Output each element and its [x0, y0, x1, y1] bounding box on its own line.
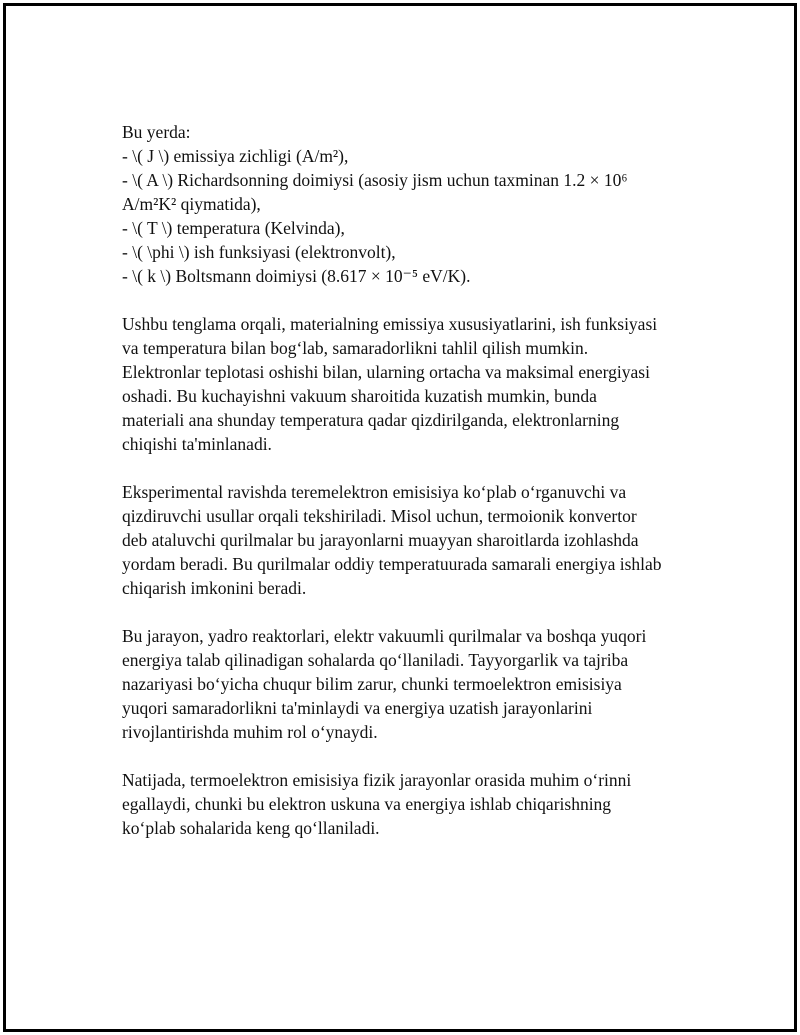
definition-line: - \( k \) Boltsmann doimiysi (8.617 × 10⁻⁵ eV/K).	[122, 266, 471, 286]
document-body	[122, 120, 712, 864]
paragraph-1	[122, 312, 712, 456]
paragraph-line: egallaydi, chunki bu elektron uskuna va energiya ishlab chiqarishning	[122, 794, 612, 814]
definition-line: A/m²K² qiymatida),	[122, 194, 261, 214]
paragraph-line: qizdiruvchi usullar orqali tekshiriladi. Misol uchun, termoionik konvertor	[122, 506, 637, 526]
paragraph-line: va temperatura bilan bog‘lab, samaradorlikni tahlil qilish mumkin.	[122, 338, 589, 358]
paragraph-line: energiya talab qilinadigan sohalarda qo‘llaniladi. Tayyorgarlik va tajriba	[122, 650, 629, 670]
paragraph-line: oshadi. Bu kuchayishni vakuum sharoitida kuzatish mumkin, bunda	[122, 386, 597, 406]
definition-line: - \( \phi \) ish funksiyasi (elektronvolt),	[122, 242, 396, 262]
paragraph-line: nazariyasi bo‘yicha chuqur bilim zarur, chunki termoelektron emisisiya	[122, 674, 622, 694]
paragraph-line: Bu jarayon, yadro reaktorlari, elektr vakuumli qurilmalar va boshqa yuqori	[122, 626, 647, 646]
definition-line: - \( T \) temperatura (Kelvinda),	[122, 218, 345, 238]
page-frame	[3, 3, 797, 1032]
paragraph-line: chiqarish imkonini beradi.	[122, 578, 307, 598]
definition-line: - \( J \) emissiya zichligi (A/m²),	[122, 146, 349, 166]
paragraph-line: materiali ana shunday temperatura qadar qizdirilganda, elektronlarning	[122, 410, 620, 430]
paragraph-3	[122, 624, 712, 744]
paragraph-line: deb ataluvchi qurilmalar bu jarayonlarni muayyan sharoitlarda izohlashda	[122, 530, 639, 550]
paragraph-line: chiqishi ta'minlanadi.	[122, 434, 272, 454]
definition-line: - \( A \) Richardsonning doimiysi (asosiy jism uchun taxminan 1.2 × 10⁶	[122, 170, 628, 190]
paragraph-line: Elektronlar teplotasi oshishi bilan, ularning ortacha va maksimal energiyasi	[122, 362, 650, 382]
paragraph-line: Natijada, termoelektron emisisiya fizik jarayonlar orasida muhim o‘rinni	[122, 770, 632, 790]
paragraph-line: Eksperimental ravishda teremelektron emisisiya ko‘plab o‘rganuvchi va	[122, 482, 627, 502]
paragraph-line: Ushbu tenglama orqali, materialning emissiya xususiyatlarini, ish funksiyasi	[122, 314, 658, 334]
paragraph-line: yordam beradi. Bu qurilmalar oddiy temperatuurada samarali energiya ishlab	[122, 554, 662, 574]
paragraph-line: rivojlantirishda muhim rol o‘ynaydi.	[122, 722, 378, 742]
paragraph-2	[122, 480, 712, 600]
paragraph-line: yuqori samaradorlikni ta'minlaydi va energiya uzatish jarayonlarini	[122, 698, 593, 718]
paragraph-line: ko‘plab sohalarida keng qo‘llaniladi.	[122, 818, 380, 838]
definitions-block	[122, 120, 712, 288]
definitions-intro: Bu yerda:	[122, 122, 191, 142]
paragraph-4	[122, 768, 712, 840]
